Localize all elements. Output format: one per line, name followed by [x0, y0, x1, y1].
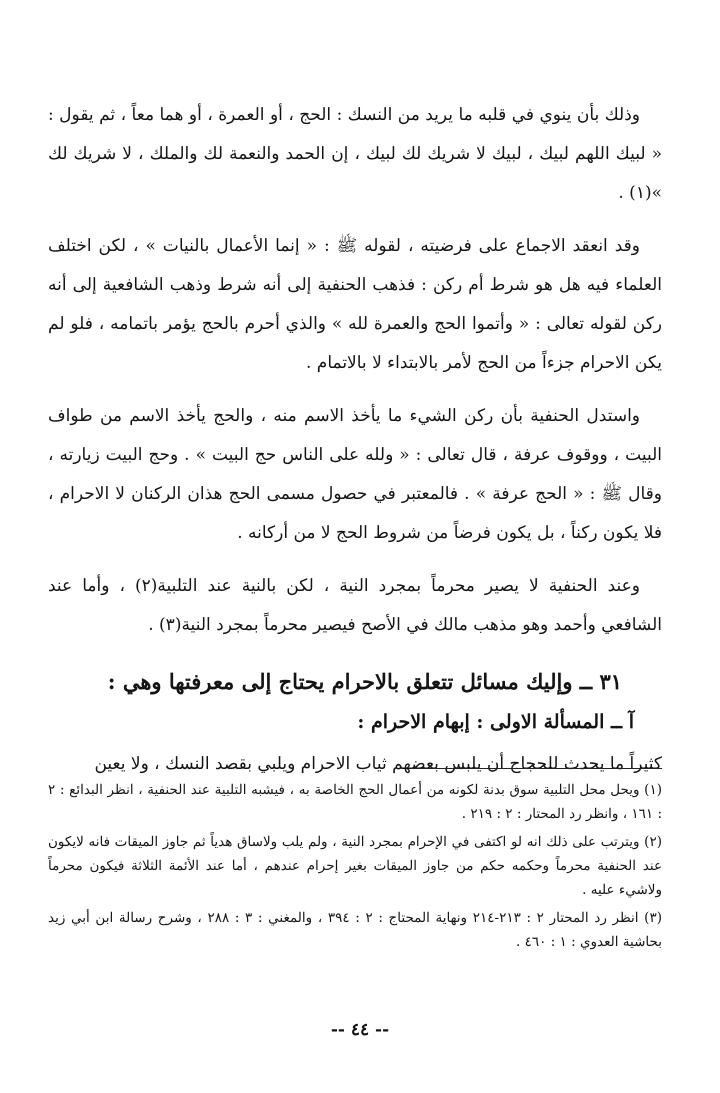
- paragraph-4-text: وعند الحنفية لا يصير محرماً بمجرد النية ، لكن بالنية عند التلبية(٢) ، وأما عند الشافعي وأحمد وهو مذهب مالك في الأصح فيصير محرماً بمجرد النية(٣) .: [48, 576, 662, 635]
- footnotes: [48, 778, 662, 958]
- footnote-1: (١) ويحل محل التلبية سوق بدنة لكونه من أعمال الحج الخاصة به ، فيشبه التلبية عند الحنفية ، انظر البدائع : ٢ : ١٦١ ، وانظر رد المحتار : ٢ : ٢١٩ .: [48, 782, 662, 822]
- page-number: -- ٤٤ --: [330, 1020, 390, 1040]
- paragraph-2: [48, 227, 662, 383]
- paragraph-3: [48, 397, 662, 553]
- paragraph-3-text: واستدل الحنفية بأن ركن الشيء ما يأخذ الاسم منه ، والحج يأخذ الاسم من طواف البيت ، ووقوف عرفة ، قال تعالى : « ولله على الناس حج البيت » . وحج البيت زيارته ، وقال ﷺ : « الحج عرفة » . فالمعتبر في حصول مسمى الحج هذان الركنان لا الاحرام ، فلا يكون ركناً ، بل يكون فرضاً من شروط الحج لا من أركانه .: [48, 406, 662, 543]
- paragraph-5: كثيراً ما يحدث للحجاج أن يلبس بعضهم ثياب الاحرام ويلبي بقصد النسك ، ولا يعين: [94, 754, 662, 774]
- paragraph-1: [48, 96, 662, 213]
- footnote-3: (٣) انظر رد المحتار ٢ : ٢١٣-٢١٤ ونهاية المحتاج : ٢ : ٣٩٤ ، والمغني : ٣ : ٢٨٨ ، وشرح رسالة ابن أبي زيد بحاشية العدوي : ١ : ٤٦٠ .: [48, 910, 662, 950]
- footnote-divider: [412, 768, 662, 769]
- section-heading: ٣١ ــ وإليك مسائل تتعلق بالاحرام يحتاج إلى معرفتها وهي :: [107, 669, 622, 694]
- paragraph-4: [48, 567, 662, 645]
- page-body: [48, 96, 662, 781]
- section-subheading: آ ــ المسألة الاولى : إبهام الاحرام :: [357, 711, 634, 733]
- paragraph-2-text: وقد انعقد الاجماع على فرضيته ، لقوله ﷺ : « إنما الأعمال بالنيات » ، لكن اختلف العلماء فيه هل هو شرط أم ركن : فذهب الحنفية إلى أنه شرط وذهب الشافعية إلى أنه ركن لقوله تعالى : « وأتموا الحج والعمرة لله » والذي أحرم بالحج يؤمر باتمامه ، فلو لم يكن الاحرام جزءاً من الحج لأمر بالابتداء لا بالاتمام .: [48, 236, 662, 373]
- footnote-2: (٢) ويترتب على ذلك انه لو اكتفى في الإحرام بمجرد النية ، ولم يلب ولاساق هدياً ثم جاوز الميقات فانه لايكون عند الحنفية محرماً وحكمه حكم من جاوز الميقات بغير إحرام عندهم ، أما عند الأئمة الثلاثة فيكون محرماً ولاشيء عليه .: [48, 834, 662, 898]
- paragraph-1-text: وذلك بأن ينوي في قلبه ما يريد من النسك : الحج ، أو العمرة ، أو هما معاً ، ثم يقول : « لبيك اللهم لبيك ، لبيك لا شريك لك لبيك ، إن الحمد والنعمة لك والملك ، لا شريك لك »(١) .: [48, 105, 662, 203]
